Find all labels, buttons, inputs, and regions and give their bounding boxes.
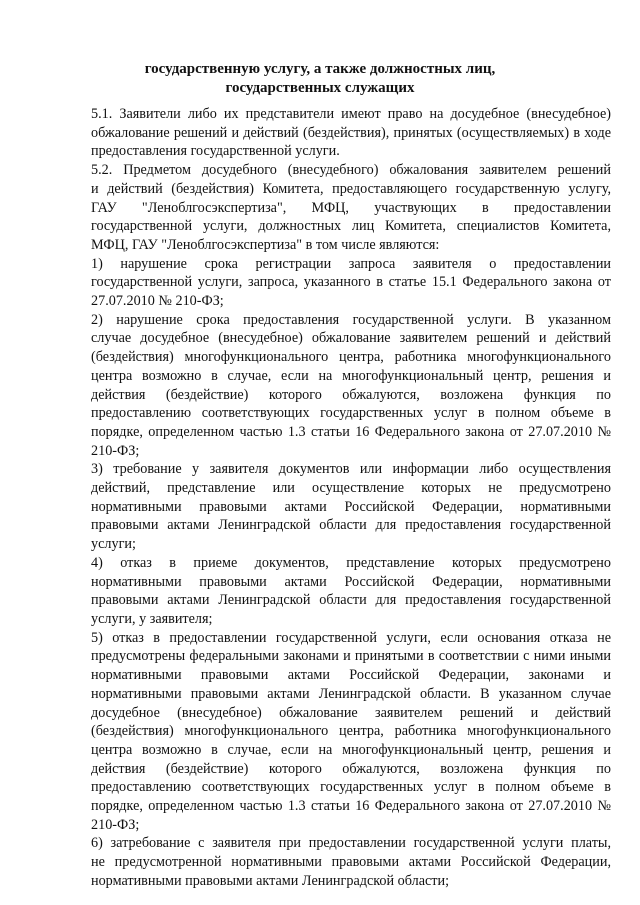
section-heading (60, 60, 580, 98)
text-line: обжалование решений и действий (бездействия), принятых (осуществляемых) в ходе (91, 124, 611, 141)
document-body (63, 105, 611, 891)
text-line: 4) отказ в приеме документов, представление которых предусмотрено (91, 554, 611, 571)
text-line: порядке, определенном частью 1.3 статьи 16 Федерального закона от 27.07.2010 № (91, 423, 611, 440)
text-line: 5.2. Предметом досудебного (внесудебного) обжалования заявителем решений (91, 162, 611, 179)
list-item-6 (63, 834, 611, 890)
text-line: (бездействия) многофункционального центра, работника многофункционального (91, 349, 611, 366)
text-line: 2) нарушение срока предоставления государственной услуги. В указанном (91, 311, 611, 328)
text-line: правовыми актами Ленинградской области для предоставления государственной (91, 592, 611, 609)
text-line: 3) требование у заявителя документов или информации либо осуществления (91, 461, 611, 478)
text-line: государственной услуги, запроса, указанного в статье 15.1 Федерального закона от (91, 274, 611, 291)
paragraph-5-1 (63, 105, 611, 161)
text-line: 27.07.2010 № 210-ФЗ; (91, 293, 224, 310)
text-line: 6) затребование с заявителя при предоставлении государственной услуги платы, (91, 835, 611, 852)
text-line: центра возможно в случае, если на многофункциональный центр, решения и (91, 741, 611, 758)
text-line: действия (бездействие) которого обжалуются, возложена функция по (91, 760, 611, 777)
text-line: не предусмотренной нормативными правовыми актами Российской Федерации, (91, 854, 611, 871)
text-line: (бездействия) многофункционального центра, работника многофункционального (91, 723, 611, 740)
text-line: предоставления государственной услуги. (91, 143, 340, 160)
text-line: 210-ФЗ; (91, 816, 140, 833)
heading-line-1: государственную услугу, а также должностных лиц, (144, 61, 496, 77)
heading-line-2: государственных служащих (225, 80, 415, 96)
list-item-4 (63, 554, 611, 629)
text-line: услуги, у заявителя; (91, 610, 213, 627)
text-line: нормативными правовыми актами Ленинградской области; (91, 872, 450, 889)
text-line: 1) нарушение срока регистрации запроса заявителя о предоставлении (91, 255, 611, 272)
text-line: нормативными правовыми актами Российской Федерации, законами и (91, 667, 611, 684)
list-item-2 (63, 311, 611, 461)
text-line: ГАУ "Леноблгосэкспертиза", МФЦ, участвующих в предоставлении (91, 199, 611, 216)
text-line: предусмотрены федеральными законами и принятыми в соответствии с ними иными (91, 648, 611, 665)
text-line: центра возможно в случае, если на многофункциональный центр, решения и (91, 367, 611, 384)
text-line: 210-ФЗ; (91, 442, 140, 459)
text-line: МФЦ, ГАУ "Леноблгосэкспертиза" в том числе являются: (91, 236, 440, 253)
text-line: предоставлению соответствующих государственных услуг в полном объеме в (91, 779, 611, 796)
text-line: досудебное (внесудебное) обжалование заявителем решений и действий (91, 704, 611, 721)
text-line: действий, представление или осуществление которых не предусмотрено (91, 480, 611, 497)
text-line: государственной услуги, должностных лиц Комитета, специалистов Комитета, (91, 218, 611, 235)
list-item-3 (63, 460, 611, 554)
text-line: нормативными правовыми актами Российской Федерации, нормативными (91, 573, 611, 590)
text-line: порядке, определенном частью 1.3 статьи 16 Федерального закона от 27.07.2010 № (91, 798, 611, 815)
text-line: действия (бездействие) которого обжалуются, возложена функция по (91, 386, 611, 403)
paragraph-5-2 (63, 161, 611, 255)
text-line: случае досудебное (внесудебное) обжалование заявителем решений и действий (91, 330, 611, 347)
text-line: услуги; (91, 536, 136, 553)
text-line: и действий (бездействия) Комитета, предоставляющего государственную услугу, (91, 180, 611, 197)
text-line: 5) отказ в предоставлении государственной услуги, если основания отказа не (91, 629, 611, 646)
list-item-5 (63, 629, 611, 835)
text-line: 5.1. Заявители либо их представители имеют право на досудебное (внесудебное) (91, 106, 611, 122)
list-item-1 (63, 255, 611, 311)
text-line: нормативными правовыми актами Российской Федерации, нормативными (91, 498, 611, 515)
text-line: предоставлению соответствующих государственных услуг в полном объеме в (91, 405, 611, 422)
text-line: правовыми актами Ленинградской области для предоставления государственной (91, 517, 611, 534)
text-line: нормативными правовыми актами Ленинградской области. В указанном случае (91, 685, 611, 702)
